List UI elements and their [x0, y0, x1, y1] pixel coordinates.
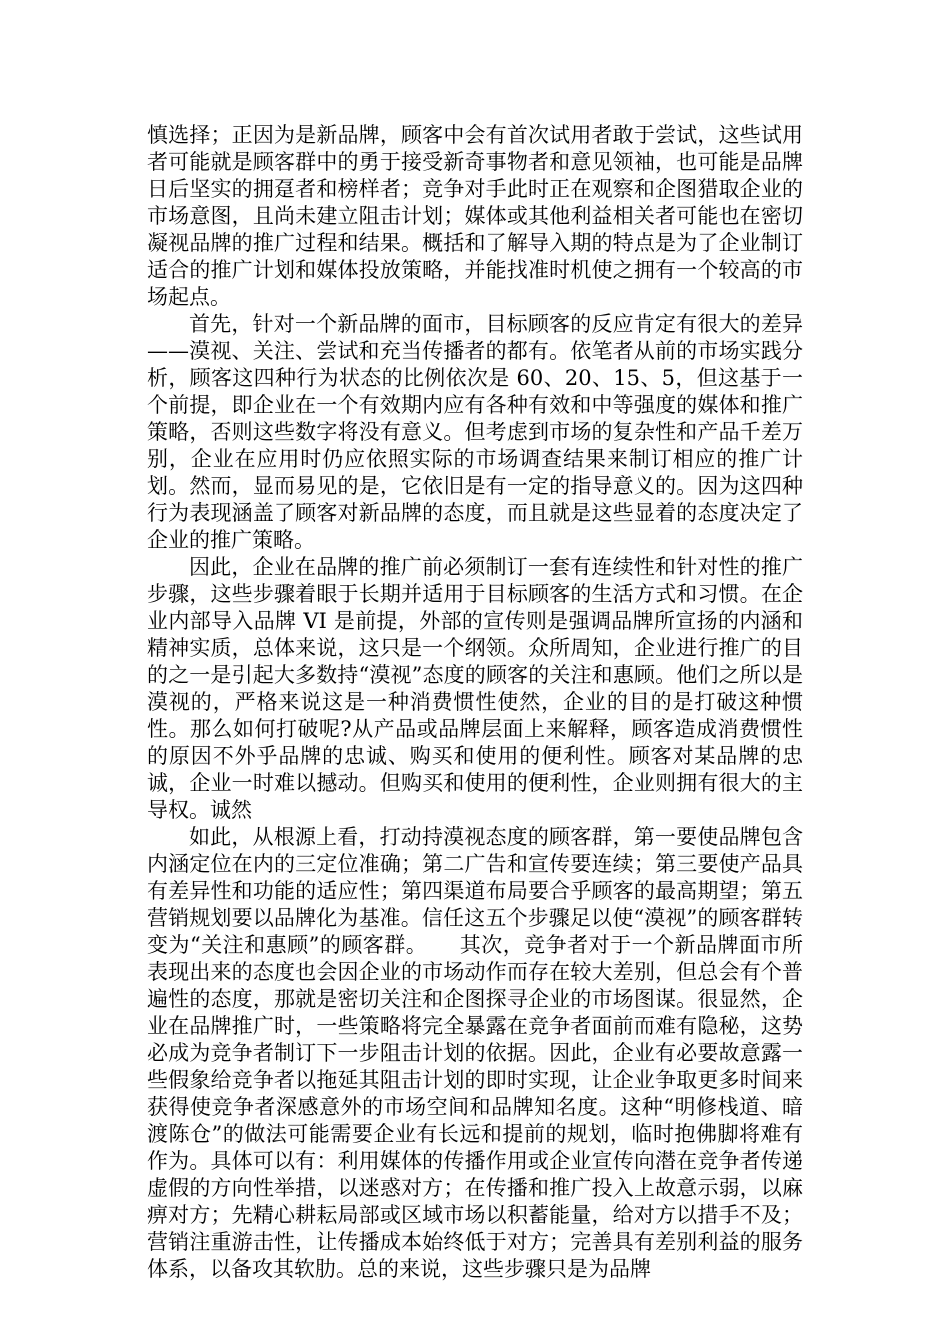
paragraph-continued: 慎选择；正因为是新品牌，顾客中会有首次试用者敢于尝试，这些试用者可能就是顾客群中的勇于接受新奇事物者和意见领袖，也可能是品牌日后坚实的拥趸者和榜样者；竞争对手此时正在观察和企图猎取企业的市场意图，且尚未建立阻击计划；媒体或其他利益相关者可能也在密切凝视品牌的推广过程和结果。概括和了解导入期的特点是为了企业制订适合的推广计划和媒体投放策略，并能找准时机使之拥有一个较高的市场起点。 [147, 123, 803, 309]
paragraph-competitor-attitude: 如此，从根源上看，打动持漠视态度的顾客群，第一要使品牌包含内涵定位在内的三定位准确；第二广告和宣传要连续；第三要使产品具有差异性和功能的适应性；第四渠道布局要合乎顾客的最高期望；第五营销规划要以品牌化为基准。信任这五个步骤足以使“漠视”的顾客群转变为“关注和惠顾”的顾客群。 其次，竞争者对于一个新品牌面市所表现出来的态度也会因企业的市场动作而存在较大差别，但总会有个普遍性的态度，那就是密切关注和企图探寻企业的市场图谋。很显然，企业在品牌推广时，一些策略将完全暴露在竞争者面前而难有隐秘，这势必成为竞争者制订下一步阻击计划的依据。因此，企业有必要故意露一些假象给竞争者以拖延其阻击计划的即时实现，让企业争取更多时间来获得使竞争者深感意外的市场空间和品牌知名度。这种“明修栈道、暗渡陈仓”的做法可能需要企业有长远和提前的规划，临时抱佛脚将难有作为。具体可以有：利用媒体的传播作用或企业宣传向潜在竞争者传递虚假的方向性举措，以迷惑对方；在传播和推广投入上故意示弱，以麻痹对方；先精心耕耘局部或区域市场以积蓄能量，给对方以措手不及；营销注重游击性，让传播成本始终低于对方；完善具有差别利益的服务体系，以备攻其软肋。总的来说，这些步骤只是为品牌 [147, 825, 803, 1281]
document-body [147, 122, 803, 1283]
paragraph-promotion-steps: 因此，企业在品牌的推广前必须制订一套有连续性和针对性的推广步骤，这些步骤着眼于长期并适用于目标顾客的生活方式和习惯。在企业内部导入品牌 VI 是前提，外部的宣传则是强调品牌所宣扬的内涵和精神实质，总体来说，这只是一个纲领。众所周知，企业进行推广的目的之一是引起大多数持“漠视”态度的顾客的关注和惠顾。他们之所以是漠视的，严格来说这是一种消费惯性使然，企业的目的是打破这种惯性。那么如何打破呢?从产品或品牌层面上来解释，顾客造成消费惯性的原因不外乎品牌的忠诚、购买和使用的便利性。顾客对某品牌的忠诚，企业一时难以撼动。但购买和使用的便利性，企业则拥有很大的主导权。诚然 [147, 555, 803, 822]
paragraph-first-customer-reaction: 首先，针对一个新品牌的面市，目标顾客的反应肯定有很大的差异——漠视、关注、尝试和充当传播者的都有。依笔者从前的市场实践分析，顾客这四种行为状态的比例依次是 60、20、15、5，但这基于一个前提，即企业在一个有效期内应有各种有效和中等强度的媒体和推广策略，否则这些数字将没有意义。但考虑到市场的复杂性和产品千差万别，企业在应用时仍应依照实际的市场调查结果来制订相应的推广计划。然而，显而易见的是，它依旧是有一定的指导意义的。因为这四种行为表现涵盖了顾客对新品牌的态度，而且就是这些显着的态度决定了企业的推广策略。 [147, 312, 803, 552]
